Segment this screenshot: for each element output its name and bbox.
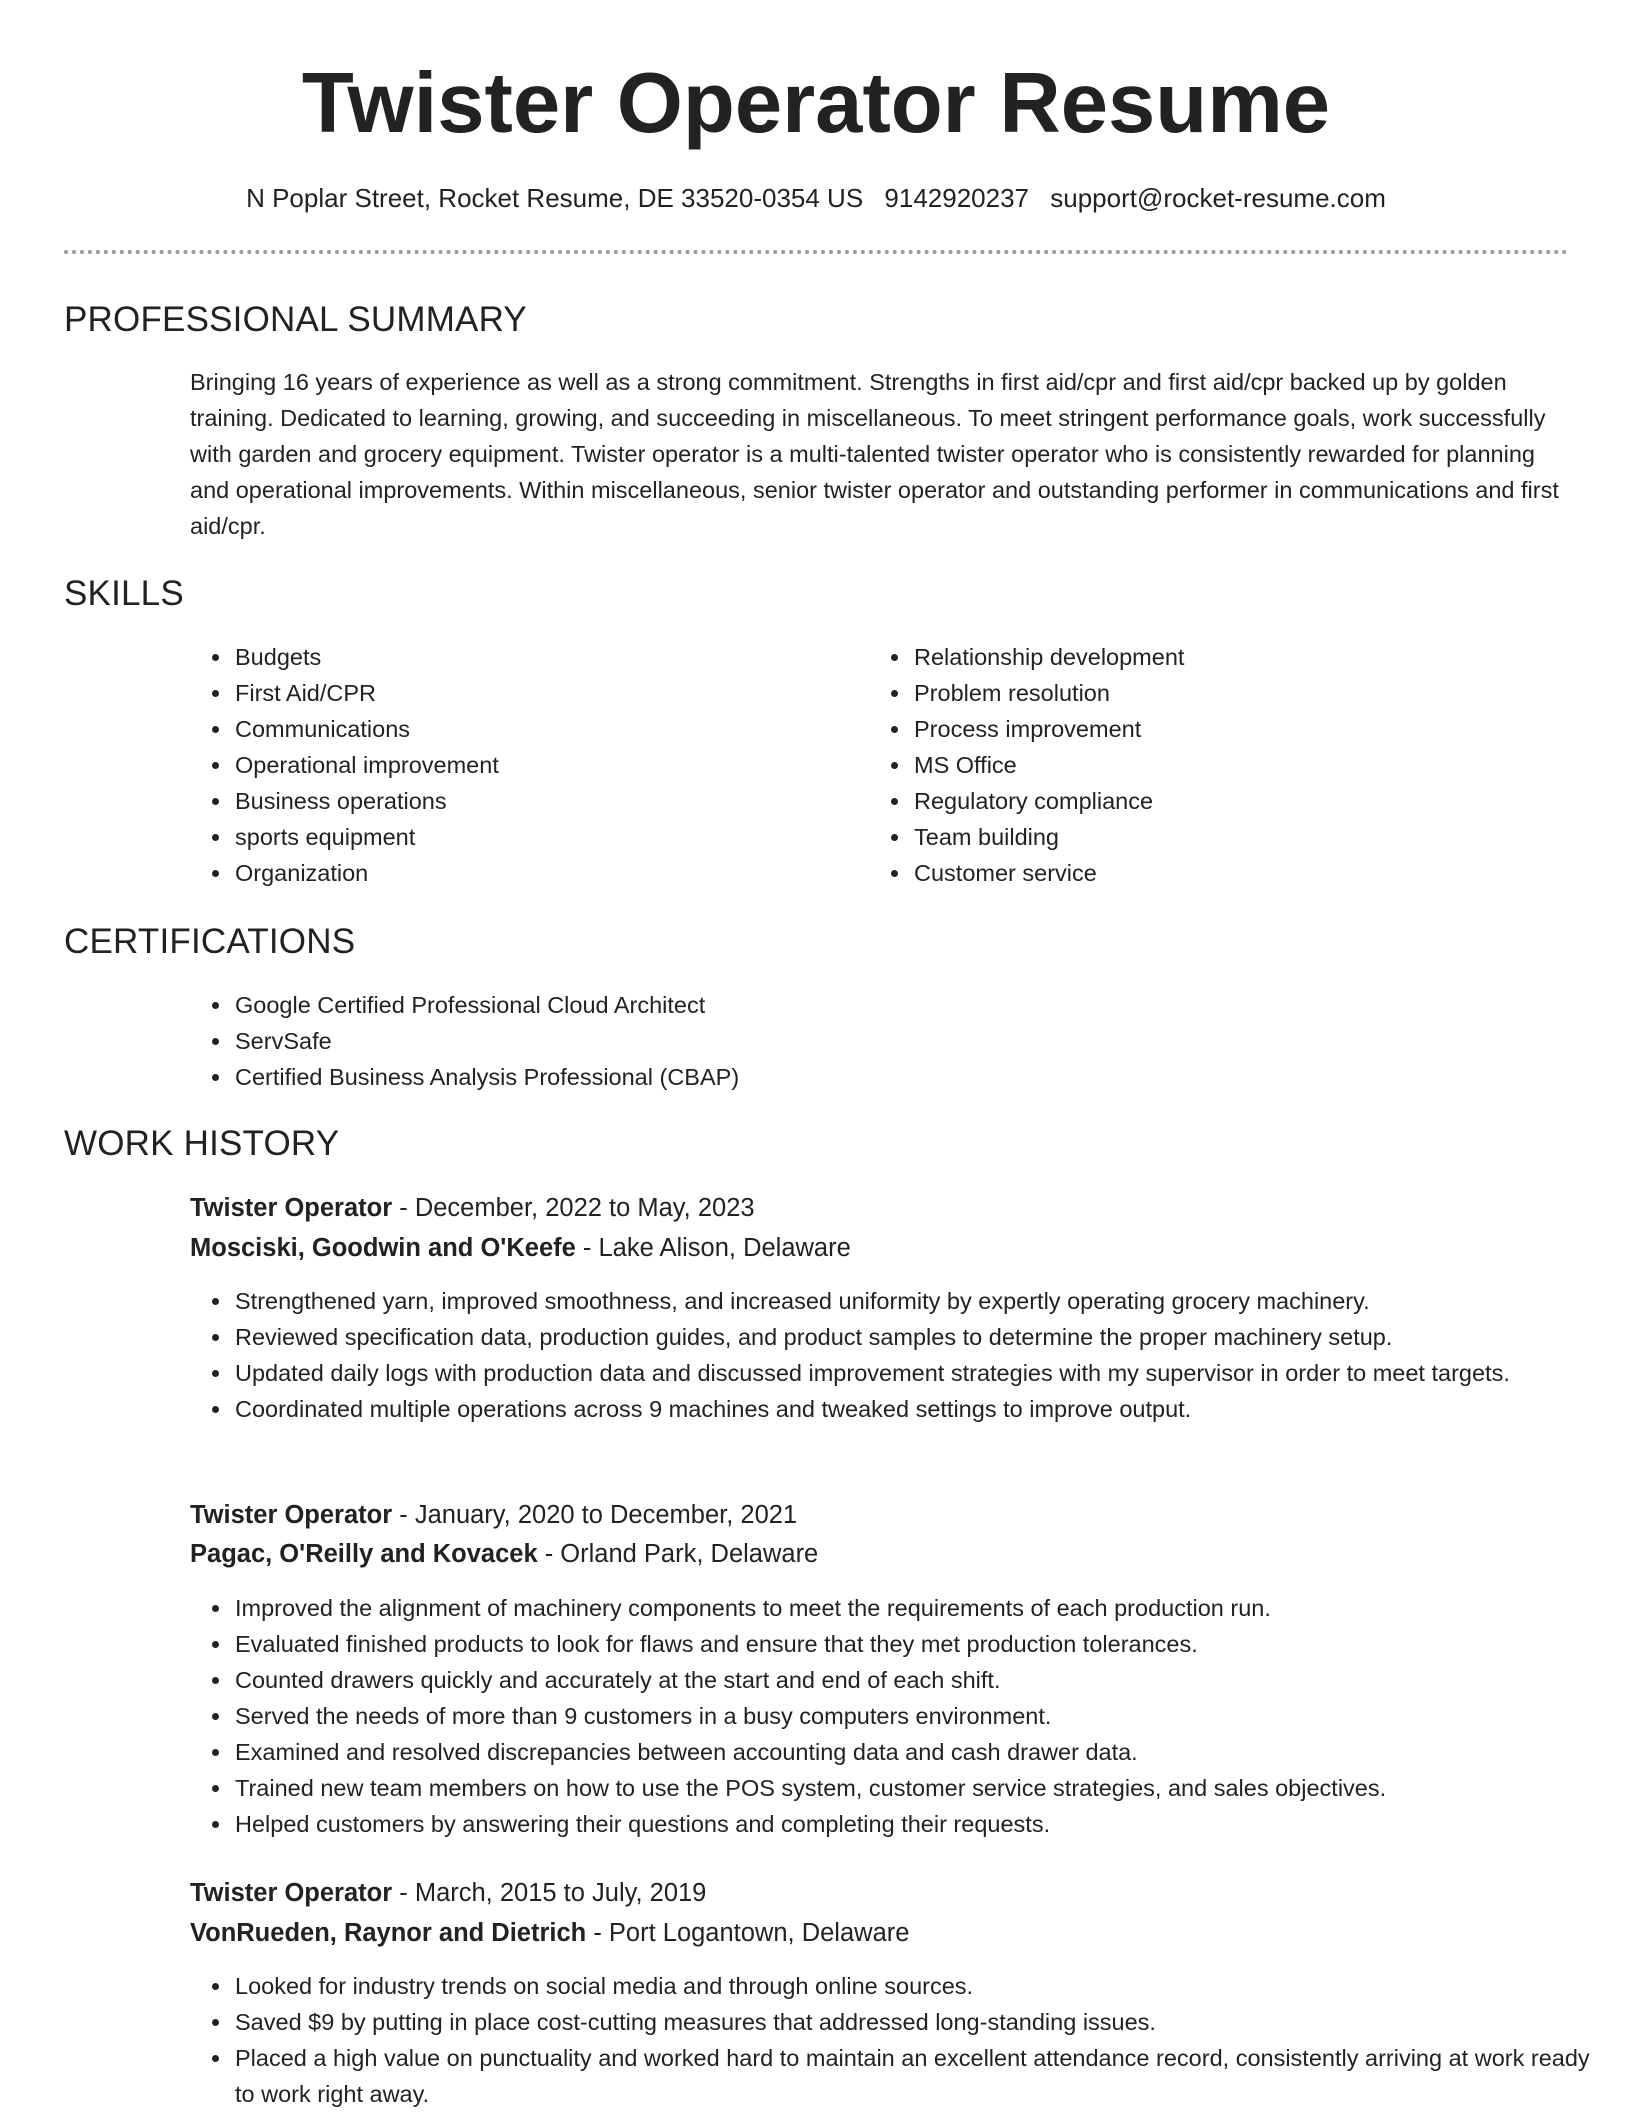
skill-item: • Team building bbox=[912, 819, 1552, 855]
job-company-line bbox=[190, 1230, 1570, 1266]
job-bullet: • Saved $9 by putting in place cost-cutting measures that addressed long-standing issues. bbox=[233, 2004, 1593, 2040]
contact-phone: 9142920237 bbox=[884, 183, 1030, 213]
job-location: - Port Logantown, Delaware bbox=[586, 1919, 910, 1947]
job-title: Twister Operator bbox=[190, 1194, 393, 1222]
skill-item: • Business operations bbox=[233, 783, 833, 819]
certification-item: • ServSafe bbox=[233, 1023, 1533, 1059]
skill-item: • Relationship development bbox=[912, 639, 1552, 675]
work-history-heading: WORK HISTORY bbox=[64, 1124, 340, 1163]
summary-heading: PROFESSIONAL SUMMARY bbox=[64, 300, 527, 339]
job-bullets bbox=[190, 1968, 1593, 2112]
certification-item: • Certified Business Analysis Professional (CBAP) bbox=[233, 1059, 1533, 1095]
job-bullet: • Trained new team members on how to use the POS system, customer service strategies, and sales objectives. bbox=[233, 1770, 1593, 1806]
header-divider bbox=[64, 250, 1568, 254]
skill-item: • Problem resolution bbox=[912, 675, 1552, 711]
job-location: - Lake Alison, Delaware bbox=[575, 1234, 851, 1262]
job-bullet: • Coordinated multiple operations across 9 machines and tweaked settings to improve output. bbox=[233, 1391, 1593, 1427]
job-location: - Orland Park, Delaware bbox=[537, 1540, 819, 1568]
job-company: VonRueden, Raynor and Dietrich bbox=[190, 1919, 587, 1947]
job-bullet: • Improved the alignment of machinery components to meet the requirements of each production run. bbox=[233, 1590, 1593, 1626]
certification-item: • Google Certified Professional Cloud Architect bbox=[233, 987, 1533, 1023]
skills-heading: SKILLS bbox=[64, 574, 184, 613]
skill-item: • First Aid/CPR bbox=[233, 675, 833, 711]
job-bullets bbox=[190, 1283, 1593, 1427]
contact-address: N Poplar Street, Rocket Resume, DE 33520-0354 US bbox=[246, 183, 864, 213]
skill-item: • Budgets bbox=[233, 639, 833, 675]
job-bullet: • Reviewed specification data, production guides, and product samples to determine the proper machinery setup. bbox=[233, 1319, 1593, 1355]
skill-item: • Customer service bbox=[912, 855, 1552, 891]
job-dates: - December, 2022 to May, 2023 bbox=[392, 1194, 755, 1222]
skill-item: • MS Office bbox=[912, 747, 1552, 783]
contact-line bbox=[0, 180, 1632, 216]
job-title-line bbox=[190, 1497, 1570, 1533]
skill-item: • Organization bbox=[233, 855, 833, 891]
skills-list-left bbox=[190, 639, 833, 891]
job-bullet: • Updated daily logs with production data and discussed improvement strategies with my supervisor in order to meet targets. bbox=[233, 1355, 1593, 1391]
skill-item: • sports equipment bbox=[233, 819, 833, 855]
job-bullet: • Served the needs of more than 9 customers in a busy computers environment. bbox=[233, 1698, 1593, 1734]
skill-item: • Process improvement bbox=[912, 711, 1552, 747]
skill-item: • Operational improvement bbox=[233, 747, 833, 783]
contact-email: support@rocket-resume.com bbox=[1050, 183, 1386, 213]
certifications-list bbox=[190, 987, 1533, 1095]
job-title-line bbox=[190, 1875, 1570, 1911]
job-dates: - March, 2015 to July, 2019 bbox=[392, 1879, 707, 1907]
job-title: Twister Operator bbox=[190, 1501, 393, 1529]
job-company-line bbox=[190, 1915, 1570, 1951]
job-bullet: • Helped customers by answering their questions and completing their requests. bbox=[233, 1806, 1593, 1842]
job-bullet: • Examined and resolved discrepancies between accounting data and cash drawer data. bbox=[233, 1734, 1593, 1770]
job-bullet: • Counted drawers quickly and accurately at the start and end of each shift. bbox=[233, 1662, 1593, 1698]
job-company: Mosciski, Goodwin and O'Keefe bbox=[190, 1234, 576, 1262]
job-company-line bbox=[190, 1536, 1570, 1572]
job-bullets bbox=[190, 1590, 1593, 1842]
job-title: Twister Operator bbox=[190, 1879, 393, 1907]
job-bullet: • Looked for industry trends on social media and through online sources. bbox=[233, 1968, 1593, 2004]
job-company: Pagac, O'Reilly and Kovacek bbox=[190, 1540, 538, 1568]
skill-item: • Regulatory compliance bbox=[912, 783, 1552, 819]
skill-item: • Communications bbox=[233, 711, 833, 747]
summary-text: Bringing 16 years of experience as well as a strong commitment. Strengths in first aid/cpr and first aid/cpr backed up by golden training. Dedicated to learning, growing, and succeeding in miscellaneous. To meet stringent performance goals, work successfully with garden and grocery equipment. Twister operator is a multi-talented twister operator who is consistently rewarded for planning and operational improvements. Within miscellaneous, senior twister operator and outstanding performer in communications and first aid/cpr. bbox=[190, 369, 1559, 539]
resume-title: Twister Operator Resume bbox=[301, 56, 1331, 151]
certifications-heading: CERTIFICATIONS bbox=[64, 922, 356, 961]
job-bullet: • Evaluated finished products to look for flaws and ensure that they met production tolerances. bbox=[233, 1626, 1593, 1662]
job-bullet: • Placed a high value on punctuality and worked hard to maintain an excellent attendance record, consistently arriving at work ready to work right away. bbox=[233, 2040, 1593, 2112]
job-dates: - January, 2020 to December, 2021 bbox=[392, 1501, 798, 1529]
job-bullet: • Strengthened yarn, improved smoothness, and increased uniformity by expertly operating grocery machinery. bbox=[233, 1283, 1593, 1319]
job-title-line bbox=[190, 1190, 1570, 1226]
skills-list-right bbox=[869, 639, 1552, 891]
